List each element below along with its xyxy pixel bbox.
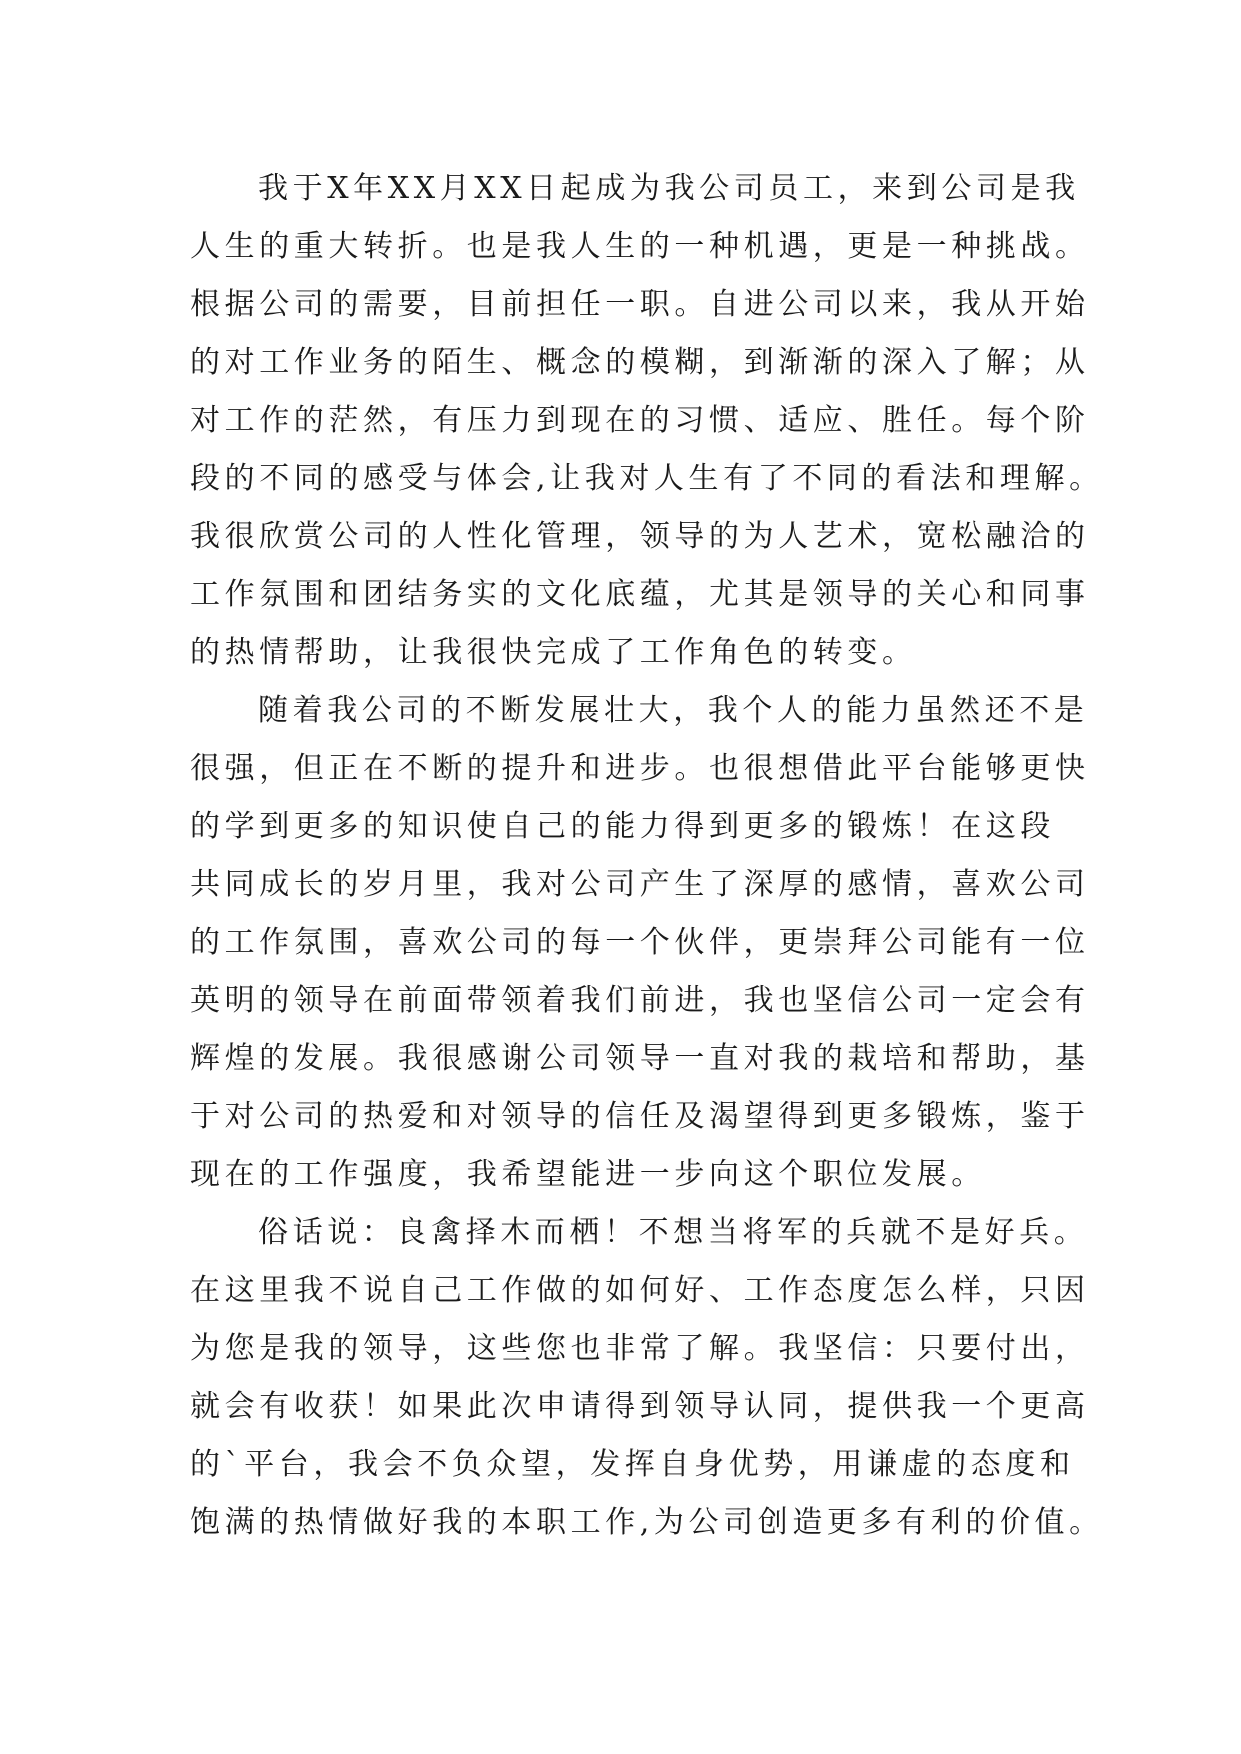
document-body: [190, 160, 1104, 1552]
text-line: 的对工作业务的陌生、概念的模糊，到渐渐的深入了解；从: [190, 345, 1090, 380]
text-line: 人生的重大转折。也是我人生的一种机遇，更是一种挑战。: [190, 229, 1090, 264]
text-line: 共同成长的岁月里，我对公司产生了深厚的感情，喜欢公司: [190, 867, 1090, 902]
text-line: 的学到更多的知识使自己的能力得到更多的锻炼！在这段: [190, 809, 1055, 844]
text-line: 为您是我的领导，这些您也非常了解。我坚信：只要付出，: [190, 1331, 1090, 1366]
text-line: 的`平台，我会不负众望，发挥自身优势，用谦虚的态度和: [190, 1447, 1075, 1482]
paragraph-3: [190, 1204, 1104, 1552]
text-line: 很强，但正在不断的提升和进步。也很想借此平台能够更快: [190, 751, 1090, 786]
paragraph-2: [190, 682, 1090, 1204]
text-line: 现在的工作强度，我希望能进一步向这个职位发展。: [190, 1157, 986, 1192]
text-line: 我于X年XX月XX日起成为我公司员工，来到公司是我: [258, 171, 1080, 206]
text-line: 英明的领导在前面带领着我们前进，我也坚信公司一定会有: [190, 983, 1090, 1018]
paragraph-1: [190, 160, 1104, 682]
text-line: 随着我公司的不断发展壮大，我个人的能力虽然还不是: [258, 693, 1089, 728]
text-line: 根据公司的需要，目前担任一职。自进公司以来，我从开始: [190, 287, 1090, 322]
text-line: 在这里我不说自己工作做的如何好、工作态度怎么样，只因: [190, 1273, 1090, 1308]
text-line: 对工作的茫然，有压力到现在的习惯、适应、胜任。每个阶: [190, 403, 1090, 438]
text-line: 于对公司的热爱和对领导的信任及渴望得到更多锻炼，鉴于: [190, 1099, 1090, 1134]
text-line: 就会有收获！如果此次申请得到领导认同，提供我一个更高: [190, 1389, 1090, 1424]
text-line: 我很欣赏公司的人性化管理，领导的为人艺术，宽松融洽的: [190, 519, 1090, 554]
text-line: 的热情帮助，让我很快完成了工作角色的转变。: [190, 635, 917, 670]
text-line: 的工作氛围，喜欢公司的每一个伙伴，更崇拜公司能有一位: [190, 925, 1090, 960]
text-line: 段的不同的感受与体会,让我对人生有了不同的看法和理解。: [190, 461, 1104, 496]
text-line: 工作氛围和团结务实的文化底蕴，尤其是领导的关心和同事: [190, 577, 1090, 612]
text-line: 饱满的热情做好我的本职工作,为公司创造更多有利的价值。: [190, 1505, 1104, 1540]
text-line: 辉煌的发展。我很感谢公司领导一直对我的栽培和帮助，基: [190, 1041, 1090, 1076]
text-line: 俗话说：良禽择木而栖！不想当将军的兵就不是好兵。: [258, 1215, 1089, 1250]
